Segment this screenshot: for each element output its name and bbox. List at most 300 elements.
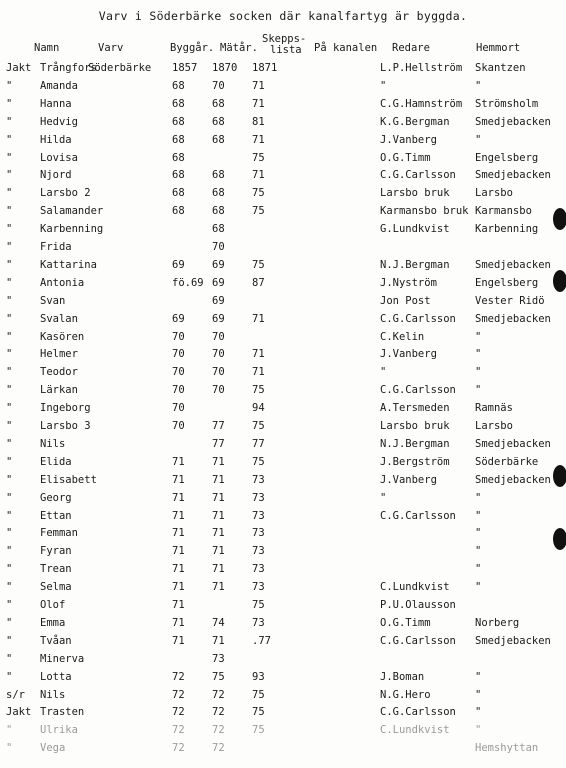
- table-row: [0, 241, 566, 259]
- row-hemort: ": [475, 509, 482, 522]
- row-matar: 73: [212, 652, 225, 665]
- row-redare: C.Kelin: [380, 330, 425, 343]
- row-type: ": [6, 97, 13, 110]
- header-lista: lista: [270, 44, 302, 56]
- row-hemort: Söderbärke: [475, 455, 539, 468]
- row-hemort: Engelsberg: [475, 151, 539, 164]
- row-lista: 75: [252, 205, 265, 218]
- row-byggar: 68: [172, 79, 185, 92]
- table-row: [0, 474, 566, 492]
- row-hemort: ": [475, 384, 482, 397]
- row-redare: ": [380, 366, 387, 379]
- table-row: [0, 724, 566, 742]
- row-matar: 71: [212, 634, 225, 647]
- row-lista: 71: [252, 348, 265, 361]
- row-lista: 73: [252, 616, 265, 629]
- row-name: Kasören: [40, 330, 85, 343]
- row-name: Frida: [40, 241, 72, 253]
- row-byggar: 71: [172, 634, 185, 647]
- row-lista: 75: [252, 599, 265, 611]
- row-matar: 70: [212, 348, 225, 361]
- row-lista: 75: [252, 384, 265, 397]
- row-matar: 1870: [212, 62, 238, 74]
- row-name: Helmer: [40, 348, 78, 361]
- row-lista: 77: [252, 437, 265, 450]
- row-redare: J.Nyström: [380, 276, 437, 289]
- row-byggar: 69: [172, 258, 185, 271]
- row-hemort: Skantzen: [475, 62, 526, 74]
- row-lista: 71: [252, 133, 265, 146]
- row-lista: 71: [252, 169, 265, 182]
- row-name: Ulrika: [40, 724, 78, 737]
- row-byggar: 68: [172, 115, 185, 128]
- row-name: Trångfors: [40, 62, 97, 74]
- row-type: ": [6, 258, 13, 271]
- table-row: [0, 187, 566, 205]
- row-byggar: 68: [172, 187, 185, 200]
- row-matar: 77: [212, 420, 225, 432]
- row-name: Kattarina: [40, 258, 97, 271]
- row-name: Hedvig: [40, 115, 78, 128]
- row-hemort: ": [475, 724, 482, 737]
- row-byggar: 70: [172, 366, 185, 379]
- row-hemort: Strömsholm: [475, 97, 539, 110]
- row-matar: 68: [212, 223, 225, 236]
- row-redare: Karmansbo bruk: [380, 205, 469, 218]
- row-lista: 75: [252, 187, 265, 200]
- row-matar: 68: [212, 187, 225, 200]
- row-hemort: Larsbo: [475, 187, 513, 200]
- row-name: Njord: [40, 169, 72, 182]
- row-redare: O.G.Timm: [380, 151, 431, 164]
- row-byggar: 69: [172, 312, 185, 325]
- row-byggar: 71: [172, 455, 185, 468]
- row-hemort: ": [475, 491, 482, 504]
- row-byggar: 71: [172, 599, 185, 611]
- row-name: Tvåan: [40, 634, 72, 647]
- row-lista: 75: [252, 151, 265, 164]
- row-hemort: ": [475, 348, 482, 361]
- row-hemort: Karbenning: [475, 223, 539, 236]
- row-redare: J.Vanberg: [380, 133, 437, 146]
- row-name: Teodor: [40, 366, 78, 379]
- row-type: ": [6, 742, 13, 755]
- row-redare: O.G.Timm: [380, 616, 431, 629]
- table-row: [0, 152, 566, 170]
- row-matar: 68: [212, 169, 225, 182]
- row-hemort: Smedjebacken: [475, 258, 551, 271]
- row-name: Minerva: [40, 652, 85, 665]
- row-redare: J.Vanberg: [380, 473, 437, 486]
- row-hemort: Smedjebacken: [475, 437, 551, 450]
- row-name: Larsbo 3: [40, 420, 91, 432]
- table-row: [0, 706, 566, 724]
- row-type: ": [6, 402, 13, 415]
- row-redare: G.Lundkvist: [380, 223, 450, 236]
- row-redare: C.G.Carlsson: [380, 706, 456, 719]
- row-redare: C.G.Carlsson: [380, 169, 456, 182]
- row-type: ": [6, 366, 13, 379]
- row-hemort: Hemshyttan: [475, 742, 539, 755]
- row-name: Nils: [40, 437, 66, 450]
- row-matar: 72: [212, 742, 225, 755]
- row-hemort: ": [475, 670, 482, 683]
- row-matar: 71: [212, 509, 225, 522]
- table-row: [0, 671, 566, 689]
- header-varv: Varv: [98, 42, 124, 54]
- header-skepps: Skepps-: [262, 33, 307, 45]
- row-byggar: 71: [172, 563, 185, 576]
- row-type: ": [6, 509, 13, 522]
- row-varv: Söderbärke: [88, 62, 152, 74]
- row-hemort: ": [475, 366, 482, 379]
- row-name: Salamander: [40, 205, 104, 218]
- row-name: Femman: [40, 527, 78, 540]
- row-name: Lärkan: [40, 384, 78, 397]
- document-title: Varv i Söderbärke socken där kanalfartyg är byggda.: [98, 9, 468, 23]
- row-redare: Jon Post: [380, 294, 431, 307]
- punch-hole: [553, 465, 566, 487]
- row-hemort: Smedjebacken: [475, 312, 551, 325]
- row-byggar: 71: [172, 491, 185, 504]
- row-hemort: ": [475, 563, 482, 576]
- row-redare: J.Boman: [380, 670, 425, 683]
- row-lista: .77: [252, 634, 271, 647]
- row-name: Ettan: [40, 509, 72, 522]
- table-row: [0, 402, 566, 420]
- row-matar: 71: [212, 545, 225, 558]
- row-name: Antonia: [40, 276, 85, 289]
- row-redare: N.J.Bergman: [380, 258, 450, 271]
- row-type: ": [6, 616, 13, 629]
- row-lista: 75: [252, 688, 265, 701]
- row-lista: 75: [252, 724, 265, 737]
- row-lista: 73: [252, 509, 265, 522]
- row-lista: 73: [252, 527, 265, 540]
- row-byggar: 70: [172, 420, 185, 432]
- row-name: Elida: [40, 455, 72, 468]
- header-redare: Redare: [392, 42, 430, 54]
- row-name: Larsbo 2: [40, 187, 91, 200]
- row-name: Nils: [40, 688, 66, 701]
- row-redare: Larsbo bruk: [380, 420, 450, 432]
- table-row: [0, 510, 566, 528]
- row-lista: 75: [252, 706, 265, 719]
- row-matar: 70: [212, 79, 225, 92]
- row-byggar: 72: [172, 688, 185, 701]
- row-type: ": [6, 223, 13, 236]
- row-lista: 93: [252, 670, 265, 683]
- row-lista: 71: [252, 312, 265, 325]
- table-row: [0, 599, 566, 617]
- row-byggar: 71: [172, 545, 185, 558]
- row-hemort: ": [475, 688, 482, 701]
- row-lista: 81: [252, 115, 265, 128]
- row-type: ": [6, 312, 13, 325]
- row-type: ": [6, 384, 13, 397]
- row-type: ": [6, 634, 13, 647]
- row-name: Ingeborg: [40, 402, 91, 415]
- row-type: ": [6, 187, 13, 200]
- row-byggar: 70: [172, 402, 185, 415]
- row-lista: 73: [252, 491, 265, 504]
- row-type: ": [6, 276, 13, 289]
- row-lista: 73: [252, 545, 265, 558]
- row-type: ": [6, 437, 13, 450]
- row-matar: 70: [212, 384, 225, 397]
- row-name: Lotta: [40, 670, 72, 683]
- row-lista: 94: [252, 402, 265, 415]
- row-lista: 75: [252, 420, 265, 432]
- table-row: [0, 348, 566, 366]
- table-row: [0, 742, 566, 760]
- row-redare: N.J.Bergman: [380, 437, 450, 450]
- row-redare: C.G.Carlsson: [380, 312, 456, 325]
- header-hemort: Hemmort: [476, 42, 521, 54]
- row-matar: 71: [212, 527, 225, 540]
- row-matar: 72: [212, 706, 225, 719]
- row-byggar: 68: [172, 205, 185, 218]
- row-matar: 71: [212, 473, 225, 486]
- table-row: [0, 169, 566, 187]
- row-name: Hilda: [40, 133, 72, 146]
- row-byggar: 68: [172, 133, 185, 146]
- row-hemort: Norberg: [475, 616, 520, 629]
- row-lista: 75: [252, 455, 265, 468]
- row-matar: 72: [212, 724, 225, 737]
- row-lista: 73: [252, 581, 265, 594]
- row-lista: 1871: [252, 62, 278, 74]
- header-pa-kanalen: På kanalen: [314, 42, 378, 54]
- table-row: [0, 313, 566, 331]
- row-type: s/r: [6, 688, 25, 701]
- row-hemort: ": [475, 706, 482, 719]
- row-type: Jakt: [6, 706, 32, 719]
- table-row: [0, 635, 566, 653]
- table-row: [0, 438, 566, 456]
- row-type: ": [6, 294, 13, 307]
- row-type: ": [6, 205, 13, 218]
- row-redare: C.G.Carlsson: [380, 634, 456, 647]
- row-lista: 73: [252, 473, 265, 486]
- header-matar: Mätår.: [220, 42, 258, 54]
- row-redare: C.G.Carlsson: [380, 509, 456, 522]
- row-type: ": [6, 133, 13, 146]
- row-name: Trean: [40, 563, 72, 576]
- row-byggar: 71: [172, 473, 185, 486]
- row-matar: 68: [212, 97, 225, 110]
- row-byggar: 71: [172, 527, 185, 540]
- row-hemort: ": [475, 133, 482, 146]
- row-hemort: Engelsberg: [475, 276, 539, 289]
- row-byggar: 72: [172, 670, 185, 683]
- header-namn: Namn: [34, 42, 60, 54]
- row-matar: 72: [212, 688, 225, 701]
- table-row: [0, 456, 566, 474]
- row-type: ": [6, 652, 13, 665]
- row-type: ": [6, 527, 13, 540]
- row-type: ": [6, 420, 13, 432]
- row-byggar: 70: [172, 330, 185, 343]
- row-type: Jakt: [6, 62, 32, 74]
- row-lista: 71: [252, 79, 265, 92]
- row-hemort: ": [475, 527, 482, 540]
- row-hemort: Smedjebacken: [475, 115, 551, 128]
- table-row: [0, 420, 566, 438]
- row-redare: ": [380, 491, 387, 504]
- table-row: [0, 366, 566, 384]
- row-name: Olof: [40, 599, 66, 611]
- row-redare: ": [380, 79, 387, 92]
- row-byggar: 68: [172, 97, 185, 110]
- row-matar: 71: [212, 455, 225, 468]
- row-redare: C.Lundkvist: [380, 724, 450, 737]
- row-hemort: Karmansbo: [475, 205, 532, 218]
- table-row: [0, 277, 566, 295]
- row-type: ": [6, 670, 13, 683]
- table-row: [0, 384, 566, 402]
- row-type: ": [6, 151, 13, 164]
- row-matar: 70: [212, 366, 225, 379]
- row-byggar: fö.69: [172, 276, 204, 289]
- row-name: Selma: [40, 581, 72, 594]
- row-matar: 75: [212, 670, 225, 683]
- row-matar: 70: [212, 330, 225, 343]
- table-row: [0, 134, 566, 152]
- row-type: ": [6, 79, 13, 92]
- row-byggar: 71: [172, 509, 185, 522]
- row-type: ": [6, 455, 13, 468]
- row-byggar: 72: [172, 742, 185, 755]
- row-redare: L.P.Hellström: [380, 62, 463, 74]
- row-name: Amanda: [40, 79, 78, 92]
- row-name: Karbenning: [40, 223, 104, 236]
- row-matar: 74: [212, 616, 225, 629]
- row-type: ": [6, 241, 13, 253]
- row-type: ": [6, 563, 13, 576]
- row-lista: 87: [252, 276, 265, 289]
- row-matar: 69: [212, 294, 225, 307]
- row-name: Vega: [40, 742, 66, 755]
- row-type: ": [6, 545, 13, 558]
- row-hemort: Smedjebacken: [475, 169, 551, 182]
- table-row: [0, 223, 566, 241]
- row-redare: N.G.Hero: [380, 688, 431, 701]
- row-lista: 71: [252, 366, 265, 379]
- row-name: Emma: [40, 616, 66, 629]
- row-redare: A.Tersmeden: [380, 402, 450, 415]
- table-row: [0, 205, 566, 223]
- row-hemort: ": [475, 79, 482, 92]
- table-row: [0, 116, 566, 134]
- row-hemort: ": [475, 581, 482, 594]
- row-byggar: 68: [172, 151, 185, 164]
- row-hemort: ": [475, 330, 482, 343]
- row-type: ": [6, 473, 13, 486]
- row-hemort: Vester Ridö: [475, 294, 545, 307]
- row-hemort: Larsbo: [475, 420, 513, 432]
- header-byggar: Byggår.: [170, 42, 215, 54]
- row-hemort: ": [475, 545, 482, 558]
- row-matar: 68: [212, 205, 225, 218]
- row-matar: 70: [212, 241, 225, 253]
- table-row: [0, 80, 566, 98]
- row-byggar: 72: [172, 724, 185, 737]
- row-hemort: Smedjebacken: [475, 473, 551, 486]
- table-row: [0, 689, 566, 707]
- table-row: [0, 295, 566, 313]
- row-name: Hanna: [40, 97, 72, 110]
- table-row: [0, 98, 566, 116]
- table-row: [0, 563, 566, 581]
- table-row: [0, 62, 566, 80]
- row-type: ": [6, 348, 13, 361]
- row-matar: 68: [212, 115, 225, 128]
- row-name: Svan: [40, 294, 66, 307]
- row-hemort: Ramnäs: [475, 402, 513, 415]
- row-byggar: 72: [172, 706, 185, 719]
- row-redare: C.G.Hamnström: [380, 97, 463, 110]
- row-type: ": [6, 599, 13, 611]
- table-row: [0, 492, 566, 510]
- row-byggar: 1857: [172, 62, 198, 74]
- row-redare: P.U.Olausson: [380, 599, 456, 611]
- row-byggar: 71: [172, 581, 185, 594]
- row-name: Trasten: [40, 706, 85, 719]
- row-redare: Larsbo bruk: [380, 187, 450, 200]
- row-type: ": [6, 581, 13, 594]
- row-redare: C.Lundkvist: [380, 581, 450, 594]
- table-row: [0, 545, 566, 563]
- table-row: [0, 259, 566, 277]
- table-row: [0, 527, 566, 545]
- row-lista: 73: [252, 563, 265, 576]
- row-redare: J.Vanberg: [380, 348, 437, 361]
- row-byggar: 71: [172, 616, 185, 629]
- row-type: ": [6, 115, 13, 128]
- row-redare: K.G.Bergman: [380, 115, 450, 128]
- table-row: [0, 581, 566, 599]
- row-matar: 71: [212, 563, 225, 576]
- punch-hole: [553, 528, 566, 550]
- row-lista: 75: [252, 258, 265, 271]
- row-redare: J.Bergström: [380, 455, 450, 468]
- row-lista: 71: [252, 97, 265, 110]
- row-matar: 69: [212, 258, 225, 271]
- table-row: [0, 617, 566, 635]
- table-row: [0, 653, 566, 671]
- row-name: Svalan: [40, 312, 78, 325]
- row-matar: 68: [212, 133, 225, 146]
- row-matar: 69: [212, 312, 225, 325]
- row-name: Lovisa: [40, 151, 78, 164]
- row-type: ": [6, 330, 13, 343]
- row-type: ": [6, 491, 13, 504]
- row-name: Fyran: [40, 545, 72, 558]
- row-name: Elisabett: [40, 473, 97, 486]
- row-name: Georg: [40, 491, 72, 504]
- punch-hole: [553, 270, 566, 292]
- punch-hole: [553, 208, 566, 230]
- row-matar: 71: [212, 491, 225, 504]
- row-byggar: 70: [172, 348, 185, 361]
- row-matar: 71: [212, 581, 225, 594]
- row-hemort: Smedjebacken: [475, 634, 551, 647]
- row-matar: 77: [212, 437, 225, 450]
- row-type: ": [6, 724, 13, 737]
- row-byggar: 68: [172, 169, 185, 182]
- row-byggar: 70: [172, 384, 185, 397]
